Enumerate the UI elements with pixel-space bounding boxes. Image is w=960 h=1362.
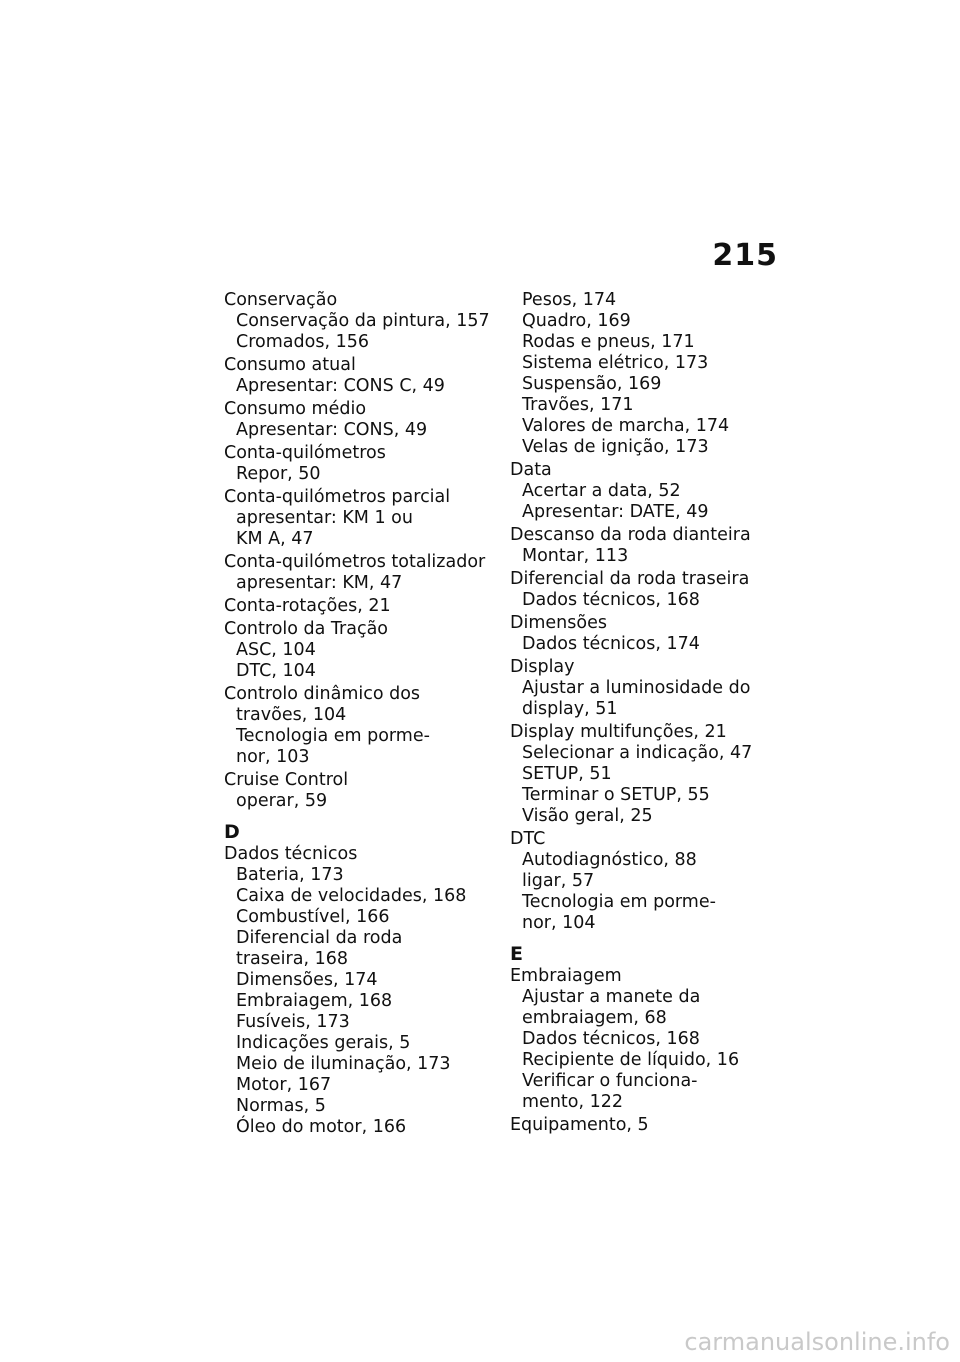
index-subentry: Apresentar: CONS, 49 — [236, 420, 428, 440]
index-subentry: Ajustar a luminosidade do — [522, 678, 751, 698]
index-subentry: nor, 103 — [236, 747, 310, 767]
index-subentry: Cromados, 156 — [236, 332, 369, 352]
index-subentry: Selecionar a indicação, 47 — [522, 743, 753, 763]
index-entry: Data — [510, 460, 552, 480]
index-column-left — [224, 290, 499, 1138]
index-subentry: Apresentar: DATE, 49 — [522, 502, 709, 522]
page-number: 215 — [712, 238, 778, 273]
index-entry: Consumo atual — [224, 355, 356, 375]
index-entry: Dados técnicos — [224, 844, 358, 864]
index-subentry: KM A, 47 — [236, 529, 314, 549]
index-subentry: apresentar: KM, 47 — [236, 573, 403, 593]
index-subentry: Caixa de velocidades, 168 — [236, 886, 467, 906]
index-subentry: Montar, 113 — [522, 546, 629, 566]
index-subentry: Velas de ignição, 173 — [522, 437, 709, 457]
index-subentry: traseira, 168 — [236, 949, 348, 969]
index-subentry: Sistema elétrico, 173 — [522, 353, 709, 373]
index-subentry: Verificar o funciona- — [522, 1071, 698, 1091]
watermark: carmanualsonline.info — [684, 1328, 950, 1356]
index-subentry: Repor, 50 — [236, 464, 321, 484]
index-column-right — [510, 290, 785, 1136]
index-subentry: Combustível, 166 — [236, 907, 390, 927]
index-subentry: Motor, 167 — [236, 1075, 332, 1095]
index-subentry: Fusíveis, 173 — [236, 1012, 350, 1032]
index-entry: Diferencial da roda traseira — [510, 569, 750, 589]
index-entry: Display multifunções, 21 — [510, 722, 727, 742]
index-subentry: nor, 104 — [522, 913, 596, 933]
index-subentry: Dimensões, 174 — [236, 970, 378, 990]
index-subentry: DTC, 104 — [236, 661, 316, 681]
index-subentry: ligar, 57 — [522, 871, 595, 891]
index-entry: Dimensões — [510, 613, 607, 633]
index-subentry: Diferencial da roda — [236, 928, 403, 948]
index-subentry: ASC, 104 — [236, 640, 316, 660]
index-subentry: Tecnologia em porme- — [236, 726, 430, 746]
index-subentry: Valores de marcha, 174 — [522, 416, 730, 436]
index-subentry: Terminar o SETUP, 55 — [522, 785, 710, 805]
index-entry: Conta-rotações, 21 — [224, 596, 391, 616]
index-subentry: operar, 59 — [236, 791, 328, 811]
index-subentry: Conservação da pintura, 157 — [236, 311, 490, 331]
index-entry: Conta-quilómetros — [224, 443, 386, 463]
index-subentry: Pesos, 174 — [522, 290, 617, 310]
index-entry: Conta-quilómetros parcial — [224, 487, 451, 507]
index-subentry: Tecnologia em porme- — [522, 892, 716, 912]
index-entry: Cruise Control — [224, 770, 349, 790]
index-subentry: embraiagem, 68 — [522, 1008, 667, 1028]
index-subentry: display, 51 — [522, 699, 618, 719]
index-subentry: Quadro, 169 — [522, 311, 631, 331]
index-subentry: travões, 104 — [236, 705, 347, 725]
index-subentry: Óleo do motor, 166 — [236, 1117, 407, 1137]
index-entry: Conservação — [224, 290, 338, 310]
index-entry: Equipamento, 5 — [510, 1115, 649, 1135]
index-subentry: Recipiente de líquido, 16 — [522, 1050, 740, 1070]
index-subentry: Meio de iluminação, 173 — [236, 1054, 451, 1074]
index-subentry: Suspensão, 169 — [522, 374, 662, 394]
index-subentry: Dados técnicos, 174 — [522, 634, 700, 654]
index-subentry: Dados técnicos, 168 — [522, 590, 700, 610]
index-entry: Consumo médio — [224, 399, 367, 419]
index-entry: Conta-quilómetros totalizador — [224, 552, 486, 572]
index-entry: DTC — [510, 829, 546, 849]
index-subentry: SETUP, 51 — [522, 764, 612, 784]
index-entry: Controlo da Tração — [224, 619, 389, 639]
index-entry: Embraiagem — [510, 966, 622, 986]
index-subentry: Apresentar: CONS C, 49 — [236, 376, 445, 396]
index-subentry: Ajustar a manete da — [522, 987, 701, 1007]
index-section-letter: E — [510, 943, 523, 965]
index-subentry: Rodas e pneus, 171 — [522, 332, 695, 352]
index-subentry: Travões, 171 — [522, 395, 634, 415]
index-subentry: Acertar a data, 52 — [522, 481, 681, 501]
index-subentry: Bateria, 173 — [236, 865, 344, 885]
index-entry: Display — [510, 657, 575, 677]
index-subentry: Indicações gerais, 5 — [236, 1033, 411, 1053]
index-entry: Descanso da roda dianteira — [510, 525, 751, 545]
index-subentry: mento, 122 — [522, 1092, 624, 1112]
index-subentry: Dados técnicos, 168 — [522, 1029, 700, 1049]
index-subentry: Normas, 5 — [236, 1096, 326, 1116]
index-subentry: Autodiagnóstico, 88 — [522, 850, 697, 870]
index-subentry: Embraiagem, 168 — [236, 991, 393, 1011]
index-section-letter: D — [224, 821, 240, 843]
index-entry: Controlo dinâmico dos — [224, 684, 421, 704]
index-subentry: Visão geral, 25 — [522, 806, 653, 826]
index-subentry: apresentar: KM 1 ou — [236, 508, 413, 528]
